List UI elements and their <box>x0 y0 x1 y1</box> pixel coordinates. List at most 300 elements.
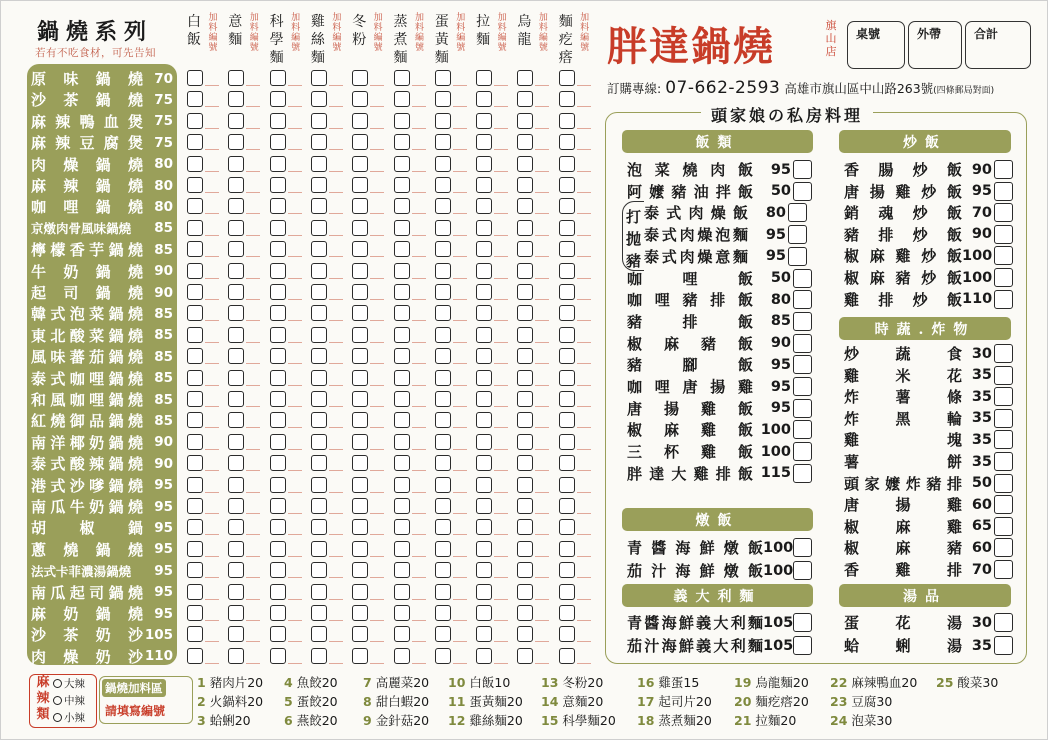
order-checkbox[interactable] <box>517 477 533 493</box>
order-checkbox[interactable] <box>352 391 368 407</box>
order-checkbox[interactable] <box>311 241 327 257</box>
menu-item[interactable] <box>844 537 1016 558</box>
addon-number-line[interactable] <box>370 299 384 300</box>
order-checkbox[interactable] <box>476 626 492 642</box>
takeout-box[interactable] <box>908 21 962 69</box>
order-checkbox[interactable] <box>187 584 203 600</box>
addon-number-line[interactable] <box>577 663 591 664</box>
order-checkbox[interactable] <box>228 70 244 86</box>
addon-number-line[interactable] <box>205 213 219 214</box>
addon-number-line[interactable] <box>577 385 591 386</box>
series-item[interactable] <box>31 132 173 153</box>
order-checkbox[interactable] <box>270 134 286 150</box>
order-checkbox[interactable] <box>435 648 451 664</box>
menu-item[interactable] <box>627 354 818 375</box>
order-checkbox[interactable] <box>228 519 244 535</box>
order-checkbox[interactable] <box>394 198 410 214</box>
addon-number-line[interactable] <box>370 599 384 600</box>
addon-number-line[interactable] <box>453 85 467 86</box>
series-item[interactable] <box>31 432 173 453</box>
order-checkbox[interactable] <box>394 626 410 642</box>
order-checkbox[interactable] <box>270 412 286 428</box>
addon-number-line[interactable] <box>246 299 260 300</box>
addon-number-line[interactable] <box>246 427 260 428</box>
addon-number-line[interactable] <box>453 406 467 407</box>
menu-item-checkbox[interactable] <box>793 464 812 483</box>
order-checkbox[interactable] <box>270 91 286 107</box>
menu-item-checkbox[interactable] <box>994 182 1013 201</box>
order-checkbox[interactable] <box>187 198 203 214</box>
addon-number-line[interactable] <box>577 342 591 343</box>
menu-item[interactable] <box>644 224 835 245</box>
addon-number-line[interactable] <box>494 256 508 257</box>
series-item[interactable] <box>31 218 173 239</box>
addon-number-line[interactable] <box>288 513 302 514</box>
addon-number-line[interactable] <box>205 106 219 107</box>
order-checkbox[interactable] <box>517 391 533 407</box>
addon-number-line[interactable] <box>246 663 260 664</box>
menu-item-checkbox[interactable] <box>793 312 812 331</box>
addon-number-line[interactable] <box>453 235 467 236</box>
menu-item[interactable] <box>844 365 1016 386</box>
order-checkbox[interactable] <box>311 113 327 129</box>
series-item[interactable] <box>31 410 173 431</box>
order-checkbox[interactable] <box>270 70 286 86</box>
order-checkbox[interactable] <box>352 177 368 193</box>
addon-number-line[interactable] <box>246 599 260 600</box>
addon-number-line[interactable] <box>370 556 384 557</box>
order-checkbox[interactable] <box>476 434 492 450</box>
order-checkbox[interactable] <box>394 284 410 300</box>
order-checkbox[interactable] <box>228 434 244 450</box>
addon-number-line[interactable] <box>453 492 467 493</box>
order-checkbox[interactable] <box>559 412 575 428</box>
addon-number-line[interactable] <box>412 470 426 471</box>
addon-number-line[interactable] <box>288 470 302 471</box>
order-checkbox[interactable] <box>476 305 492 321</box>
addon-number-line[interactable] <box>205 171 219 172</box>
addon-number-line[interactable] <box>535 128 549 129</box>
addon-number-line[interactable] <box>535 427 549 428</box>
menu-item-checkbox[interactable] <box>994 613 1013 632</box>
menu-item-checkbox[interactable] <box>994 387 1013 406</box>
addon-number-line[interactable] <box>577 427 591 428</box>
menu-item-checkbox[interactable] <box>793 442 812 461</box>
order-checkbox[interactable] <box>270 605 286 621</box>
addon-number-line[interactable] <box>453 128 467 129</box>
order-checkbox[interactable] <box>394 562 410 578</box>
menu-item[interactable] <box>627 635 818 656</box>
addon-number-line[interactable] <box>370 406 384 407</box>
series-item[interactable] <box>31 603 173 624</box>
addon-number-line[interactable] <box>453 620 467 621</box>
addon-number-line[interactable] <box>370 106 384 107</box>
addon-number-line[interactable] <box>205 406 219 407</box>
series-item[interactable] <box>31 303 173 324</box>
addon-number-line[interactable] <box>329 299 343 300</box>
order-checkbox[interactable] <box>394 455 410 471</box>
order-checkbox[interactable] <box>270 434 286 450</box>
order-checkbox[interactable] <box>352 134 368 150</box>
addon-number-line[interactable] <box>370 620 384 621</box>
addon-number-line[interactable] <box>370 320 384 321</box>
order-checkbox[interactable] <box>559 584 575 600</box>
addon-number-line[interactable] <box>453 513 467 514</box>
addon-number-line[interactable] <box>577 149 591 150</box>
order-checkbox[interactable] <box>352 626 368 642</box>
order-checkbox[interactable] <box>517 562 533 578</box>
addon-number-line[interactable] <box>577 192 591 193</box>
addon-number-line[interactable] <box>329 641 343 642</box>
order-checkbox[interactable] <box>517 434 533 450</box>
series-item[interactable] <box>31 325 173 346</box>
addon-number-line[interactable] <box>205 513 219 514</box>
addon-number-line[interactable] <box>205 620 219 621</box>
order-checkbox[interactable] <box>228 562 244 578</box>
menu-item[interactable] <box>844 343 1016 364</box>
menu-item[interactable] <box>644 202 835 223</box>
order-checkbox[interactable] <box>559 370 575 386</box>
order-checkbox[interactable] <box>228 327 244 343</box>
order-checkbox[interactable] <box>352 156 368 172</box>
order-checkbox[interactable] <box>559 648 575 664</box>
order-checkbox[interactable] <box>311 648 327 664</box>
series-item[interactable] <box>31 539 173 560</box>
addon-number-line[interactable] <box>370 256 384 257</box>
order-checkbox[interactable] <box>476 370 492 386</box>
order-checkbox[interactable] <box>270 391 286 407</box>
order-checkbox[interactable] <box>187 156 203 172</box>
addon-number-line[interactable] <box>370 128 384 129</box>
order-checkbox[interactable] <box>311 477 327 493</box>
addon-number-line[interactable] <box>288 620 302 621</box>
order-checkbox[interactable] <box>517 177 533 193</box>
addon-number-line[interactable] <box>205 556 219 557</box>
addon-number-line[interactable] <box>329 599 343 600</box>
addon-number-line[interactable] <box>412 599 426 600</box>
addon-number-line[interactable] <box>205 449 219 450</box>
order-checkbox[interactable] <box>228 541 244 557</box>
order-checkbox[interactable] <box>559 541 575 557</box>
order-checkbox[interactable] <box>270 348 286 364</box>
menu-item-checkbox[interactable] <box>793 269 812 288</box>
order-checkbox[interactable] <box>311 198 327 214</box>
addon-number-line[interactable] <box>370 427 384 428</box>
series-item[interactable] <box>31 582 173 603</box>
order-checkbox[interactable] <box>187 605 203 621</box>
order-checkbox[interactable] <box>476 241 492 257</box>
addon-number-line[interactable] <box>246 641 260 642</box>
order-checkbox[interactable] <box>352 584 368 600</box>
addon-number-line[interactable] <box>453 556 467 557</box>
menu-item-checkbox[interactable] <box>793 334 812 353</box>
addon-number-line[interactable] <box>329 192 343 193</box>
menu-item[interactable] <box>627 333 818 354</box>
menu-item-checkbox[interactable] <box>793 613 812 632</box>
addon-number-line[interactable] <box>494 534 508 535</box>
order-checkbox[interactable] <box>476 541 492 557</box>
order-checkbox[interactable] <box>270 284 286 300</box>
order-checkbox[interactable] <box>270 498 286 514</box>
order-checkbox[interactable] <box>352 412 368 428</box>
addon-number-line[interactable] <box>535 513 549 514</box>
addon-number-line[interactable] <box>577 449 591 450</box>
addon-number-line[interactable] <box>453 363 467 364</box>
order-checkbox[interactable] <box>311 412 327 428</box>
menu-item[interactable] <box>627 537 818 558</box>
order-checkbox[interactable] <box>517 305 533 321</box>
order-checkbox[interactable] <box>311 134 327 150</box>
menu-item-checkbox[interactable] <box>994 203 1013 222</box>
addon-number-line[interactable] <box>246 363 260 364</box>
addon-number-line[interactable] <box>246 556 260 557</box>
series-item[interactable] <box>31 282 173 303</box>
addon-number-line[interactable] <box>535 385 549 386</box>
order-checkbox[interactable] <box>517 241 533 257</box>
order-checkbox[interactable] <box>352 284 368 300</box>
addon-number-line[interactable] <box>246 577 260 578</box>
menu-item[interactable] <box>844 267 1016 288</box>
menu-item-checkbox[interactable] <box>793 355 812 374</box>
addon-number-line[interactable] <box>535 149 549 150</box>
addon-number-line[interactable] <box>205 128 219 129</box>
addon-number-line[interactable] <box>494 128 508 129</box>
addon-number-line[interactable] <box>453 106 467 107</box>
addon-number-line[interactable] <box>329 278 343 279</box>
order-checkbox[interactable] <box>228 605 244 621</box>
order-checkbox[interactable] <box>435 241 451 257</box>
addon-number-line[interactable] <box>412 406 426 407</box>
order-checkbox[interactable] <box>311 626 327 642</box>
addon-number-line[interactable] <box>577 577 591 578</box>
order-checkbox[interactable] <box>228 263 244 279</box>
order-checkbox[interactable] <box>352 220 368 236</box>
order-checkbox[interactable] <box>187 626 203 642</box>
addon-number-line[interactable] <box>412 106 426 107</box>
addon-number-line[interactable] <box>494 85 508 86</box>
order-checkbox[interactable] <box>559 477 575 493</box>
spice-option-medium[interactable]: 中辣 <box>53 693 85 708</box>
addon-number-line[interactable] <box>329 449 343 450</box>
order-checkbox[interactable] <box>311 348 327 364</box>
order-checkbox[interactable] <box>187 648 203 664</box>
series-item[interactable] <box>31 68 173 89</box>
addon-number-line[interactable] <box>246 342 260 343</box>
addon-number-line[interactable] <box>453 470 467 471</box>
order-checkbox[interactable] <box>394 412 410 428</box>
order-checkbox[interactable] <box>435 134 451 150</box>
addon-number-line[interactable] <box>535 235 549 236</box>
order-checkbox[interactable] <box>352 263 368 279</box>
order-checkbox[interactable] <box>352 370 368 386</box>
addon-number-line[interactable] <box>370 363 384 364</box>
order-checkbox[interactable] <box>187 562 203 578</box>
addon-number-line[interactable] <box>329 492 343 493</box>
order-checkbox[interactable] <box>352 519 368 535</box>
menu-item[interactable] <box>627 463 818 484</box>
order-checkbox[interactable] <box>228 156 244 172</box>
series-item[interactable] <box>31 239 173 260</box>
order-checkbox[interactable] <box>394 584 410 600</box>
addon-number-line[interactable] <box>246 149 260 150</box>
addon-number-line[interactable] <box>288 556 302 557</box>
order-checkbox[interactable] <box>311 584 327 600</box>
addon-number-line[interactable] <box>288 106 302 107</box>
order-checkbox[interactable] <box>394 134 410 150</box>
order-checkbox[interactable] <box>228 498 244 514</box>
addon-number-line[interactable] <box>577 492 591 493</box>
menu-item[interactable] <box>844 429 1016 450</box>
addon-number-line[interactable] <box>577 213 591 214</box>
order-checkbox[interactable] <box>228 220 244 236</box>
order-checkbox[interactable] <box>517 455 533 471</box>
order-checkbox[interactable] <box>517 91 533 107</box>
addon-number-line[interactable] <box>577 620 591 621</box>
addon-number-line[interactable] <box>246 492 260 493</box>
order-checkbox[interactable] <box>559 134 575 150</box>
order-checkbox[interactable] <box>187 134 203 150</box>
addon-number-line[interactable] <box>577 406 591 407</box>
addon-number-line[interactable] <box>370 235 384 236</box>
order-checkbox[interactable] <box>187 263 203 279</box>
addon-number-line[interactable] <box>288 492 302 493</box>
order-checkbox[interactable] <box>435 455 451 471</box>
menu-item-checkbox[interactable] <box>793 561 812 580</box>
order-checkbox[interactable] <box>311 434 327 450</box>
addon-number-line[interactable] <box>288 149 302 150</box>
order-checkbox[interactable] <box>311 562 327 578</box>
menu-item-checkbox[interactable] <box>994 430 1013 449</box>
order-checkbox[interactable] <box>476 263 492 279</box>
addon-number-line[interactable] <box>453 599 467 600</box>
series-item[interactable] <box>31 389 173 410</box>
addon-number-line[interactable] <box>494 513 508 514</box>
addon-number-line[interactable] <box>288 278 302 279</box>
order-checkbox[interactable] <box>517 584 533 600</box>
order-checkbox[interactable] <box>559 305 575 321</box>
order-checkbox[interactable] <box>476 584 492 600</box>
order-checkbox[interactable] <box>517 541 533 557</box>
addon-number-line[interactable] <box>412 427 426 428</box>
total-box[interactable] <box>965 21 1031 69</box>
series-item[interactable] <box>31 111 173 132</box>
addon-number-line[interactable] <box>453 192 467 193</box>
order-checkbox[interactable] <box>476 348 492 364</box>
menu-item-checkbox[interactable] <box>994 246 1013 265</box>
order-checkbox[interactable] <box>435 562 451 578</box>
order-checkbox[interactable] <box>559 519 575 535</box>
order-checkbox[interactable] <box>352 348 368 364</box>
menu-item-checkbox[interactable] <box>994 290 1013 309</box>
addon-number-line[interactable] <box>329 85 343 86</box>
order-checkbox[interactable] <box>187 477 203 493</box>
addon-number-line[interactable] <box>577 363 591 364</box>
addon-number-line[interactable] <box>577 556 591 557</box>
addon-number-line[interactable] <box>535 470 549 471</box>
order-checkbox[interactable] <box>394 220 410 236</box>
order-checkbox[interactable] <box>559 434 575 450</box>
order-checkbox[interactable] <box>187 348 203 364</box>
addon-number-line[interactable] <box>453 534 467 535</box>
menu-item[interactable] <box>627 376 818 397</box>
addon-number-line[interactable] <box>412 171 426 172</box>
order-checkbox[interactable] <box>270 220 286 236</box>
menu-item-checkbox[interactable] <box>994 636 1013 655</box>
order-checkbox[interactable] <box>228 412 244 428</box>
addon-number-line[interactable] <box>535 213 549 214</box>
addon-number-line[interactable] <box>246 171 260 172</box>
addon-number-line[interactable] <box>246 128 260 129</box>
addon-number-line[interactable] <box>577 85 591 86</box>
menu-item-checkbox[interactable] <box>994 495 1013 514</box>
series-item[interactable] <box>31 154 173 175</box>
addon-number-line[interactable] <box>205 534 219 535</box>
addon-number-line[interactable] <box>288 427 302 428</box>
order-checkbox[interactable] <box>187 284 203 300</box>
addon-number-line[interactable] <box>329 363 343 364</box>
order-checkbox[interactable] <box>311 391 327 407</box>
order-checkbox[interactable] <box>270 113 286 129</box>
menu-item[interactable] <box>844 386 1016 407</box>
order-checkbox[interactable] <box>476 70 492 86</box>
order-checkbox[interactable] <box>559 220 575 236</box>
series-item[interactable] <box>31 175 173 196</box>
addon-number-line[interactable] <box>205 492 219 493</box>
addon-number-line[interactable] <box>577 235 591 236</box>
order-checkbox[interactable] <box>435 305 451 321</box>
order-checkbox[interactable] <box>394 541 410 557</box>
addon-number-line[interactable] <box>370 513 384 514</box>
order-checkbox[interactable] <box>517 156 533 172</box>
addon-number-line[interactable] <box>494 577 508 578</box>
addon-number-line[interactable] <box>577 641 591 642</box>
order-checkbox[interactable] <box>476 198 492 214</box>
addon-number-line[interactable] <box>494 363 508 364</box>
addon-number-line[interactable] <box>205 342 219 343</box>
series-item[interactable] <box>31 646 173 667</box>
order-checkbox[interactable] <box>559 177 575 193</box>
addon-number-line[interactable] <box>370 641 384 642</box>
addon-number-line[interactable] <box>246 406 260 407</box>
addon-number-line[interactable] <box>494 449 508 450</box>
order-checkbox[interactable] <box>311 305 327 321</box>
addon-number-line[interactable] <box>288 320 302 321</box>
order-checkbox[interactable] <box>352 605 368 621</box>
addon-number-line[interactable] <box>288 128 302 129</box>
order-checkbox[interactable] <box>228 177 244 193</box>
addon-number-line[interactable] <box>577 599 591 600</box>
order-checkbox[interactable] <box>476 113 492 129</box>
order-checkbox[interactable] <box>270 156 286 172</box>
order-checkbox[interactable] <box>187 241 203 257</box>
order-checkbox[interactable] <box>559 348 575 364</box>
addon-number-line[interactable] <box>246 106 260 107</box>
menu-item[interactable] <box>627 560 818 581</box>
addon-number-line[interactable] <box>494 320 508 321</box>
order-checkbox[interactable] <box>270 584 286 600</box>
addon-number-line[interactable] <box>494 192 508 193</box>
addon-number-line[interactable] <box>494 235 508 236</box>
addon-number-line[interactable] <box>246 192 260 193</box>
addon-number-line[interactable] <box>370 85 384 86</box>
addon-number-line[interactable] <box>205 599 219 600</box>
menu-item[interactable] <box>844 181 1016 202</box>
order-checkbox[interactable] <box>517 519 533 535</box>
order-checkbox[interactable] <box>559 156 575 172</box>
addon-number-line[interactable] <box>577 513 591 514</box>
menu-item-checkbox[interactable] <box>793 420 812 439</box>
addon-number-line[interactable] <box>535 192 549 193</box>
